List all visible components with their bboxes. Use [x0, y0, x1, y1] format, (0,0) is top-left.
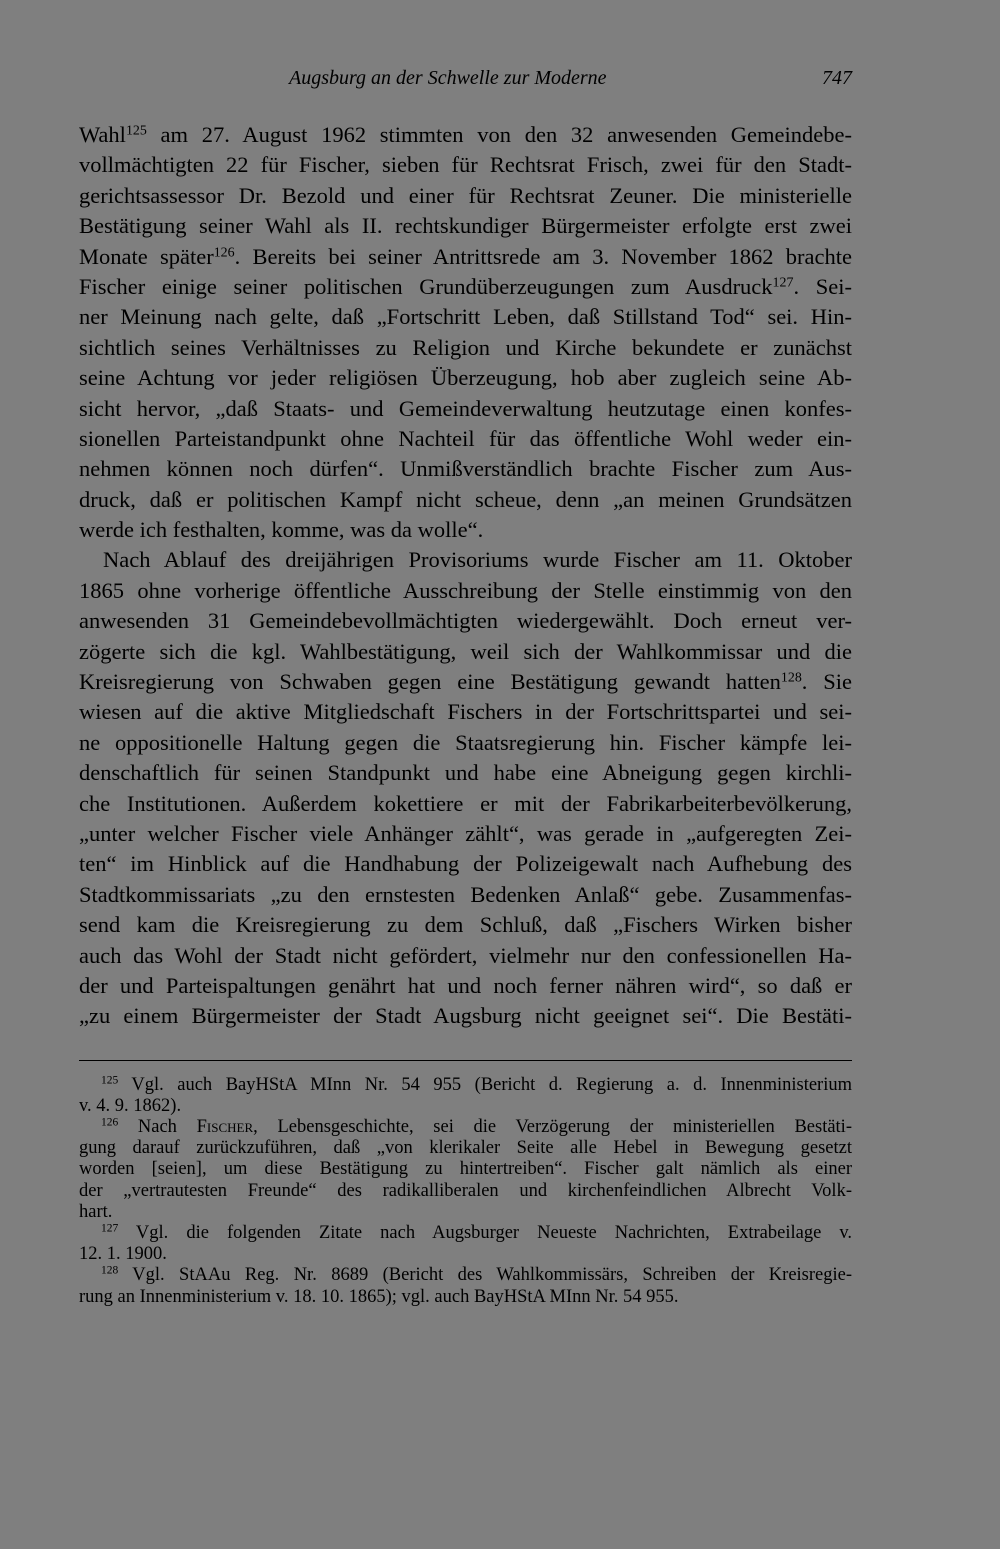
page-number: 747: [822, 67, 852, 89]
body-line: [79, 394, 852, 424]
running-title: Augsburg an der Schwelle zur Moderne: [289, 67, 607, 89]
footnote-line: [79, 1159, 852, 1180]
text-segment: Fischer einige seiner politischen Grundüberzeugungen zum Ausdruck: [79, 273, 773, 299]
text-segment: anwesenden 31 Gemeindebevollmächtigten wiedergewählt. Doch erneut ver-: [79, 608, 852, 634]
text-segment: „zu einem Bürgermeister der Stadt Augsburg nicht geeignet sei“. Die Bestäti-: [79, 1003, 852, 1029]
text-segment: sichtlich seines Verhältnisses zu Religion und Kirche bekundete er zunächst: [79, 334, 852, 360]
book-page: [79, 62, 852, 1308]
text-segment: send kam die Kreisregierung zu dem Schluß, daß „Fischers Wirken bisher: [79, 912, 852, 938]
footnote-line: [79, 1075, 852, 1096]
text-segment: ner Meinung nach gelte, daß „Fortschritt Leben, daß Stillstand Tod“ sei. Hin-: [79, 304, 852, 330]
text-segment: Wahl: [79, 122, 126, 147]
text-segment: vollmächtigten 22 für Fischer, sieben für Rechtsrat Frisch, zwei für den Stadt-: [79, 152, 852, 178]
text-segment: Vgl. die folgenden Zitate nach Augsburger Neueste Nachrichten, Extrabeilage v.: [118, 1223, 852, 1244]
text-segment: Bestätigung seiner Wahl als II. rechtskundiger Bürgermeister erfolgte erst zwei: [79, 213, 852, 239]
text-segment: am 27. August 1962 stimmten von den 32 anwesenden Gemeindebe-: [146, 122, 852, 147]
footnote-divider: [79, 1060, 852, 1061]
footnote-line: [79, 1096, 852, 1117]
text-segment: Vgl. auch BayHStA MInn Nr. 54 955 (Bericht d. Regierung a. d. Innenministerium: [118, 1074, 852, 1095]
footnote-line: [79, 1223, 852, 1244]
text-segment: . Sei-: [793, 273, 852, 299]
running-header: [79, 62, 852, 94]
footnote-line: [79, 1265, 852, 1286]
text-segment: hart.: [79, 1201, 113, 1222]
text-segment: Monate später: [79, 243, 214, 269]
text-segment: Vgl. StAAu Reg. Nr. 8689 (Bericht des Wahlkommissärs, Schreiben der Kreisregie-: [118, 1265, 852, 1286]
text-segment: 1865 ohne vorherige öffentliche Ausschreibung der Stelle einstimmig von den: [79, 577, 852, 603]
author-name: Fischer: [196, 1117, 254, 1138]
text-segment: Nach Ablauf des dreijährigen Provisoriums wurde Fischer am 11. Oktober: [103, 547, 852, 573]
body-line: [79, 880, 852, 910]
body-line: [79, 789, 852, 819]
text-segment: „unter welcher Fischer viele Anhänger zählt“, was gerade in „aufgeregten Zei-: [79, 820, 852, 846]
text-segment: der und Parteispaltungen genährt hat und noch ferner nähren wird“, so daß er: [79, 972, 852, 998]
text-segment: Stadtkommissariats „zu den ernstesten Bedenken Anlaß“ gebe. Zusammenfas-: [79, 881, 852, 907]
text-segment: rung an Innenministerium v. 18. 10. 1865); vgl. auch BayHStA MInn Nr. 54 955.: [79, 1286, 679, 1307]
text-segment: ten“ im Hinblick auf die Handhabung der Polizeigewalt nach Aufhebung des: [79, 851, 852, 877]
footnote-reference: 128: [101, 1265, 119, 1278]
body-line: [79, 211, 852, 241]
body-line: [79, 1001, 852, 1031]
text-segment: zögerte sich die kgl. Wahlbestätigung, weil sich der Wahlkommissar und die: [79, 638, 852, 664]
text-segment: sionellen Parteistandpunkt ohne Nachteil für das öffentliche Wohl weder ein-: [79, 425, 852, 451]
footnote-line: [79, 1117, 852, 1138]
text-segment: che Institutionen. Außerdem kokettiere er mit der Fabrikarbeiterbevölkerung,: [79, 790, 852, 816]
body-line: [79, 150, 852, 180]
footnotes: [79, 1075, 852, 1308]
body-line: [79, 941, 852, 971]
body-line: [79, 181, 852, 211]
footnote-line: [79, 1202, 852, 1223]
footnote-reference: 126: [101, 1116, 119, 1129]
body-line: [79, 515, 852, 545]
text-segment: wiesen auf die aktive Mitgliedschaft Fischers in der Fortschrittspartei und sei-: [79, 699, 852, 725]
body-line: [79, 728, 852, 758]
footnote-reference: 128: [780, 670, 802, 686]
body-line: [79, 242, 852, 272]
body-line: [79, 424, 852, 454]
footnote-reference: 127: [101, 1222, 119, 1235]
text-segment: Kreisregierung von Schwaben gegen eine Bestätigung gewandt hatten: [79, 669, 781, 695]
body-line: [79, 576, 852, 606]
text-segment: denschaftlich für seinen Standpunkt und habe eine Abneigung gegen kirchli-: [79, 760, 852, 786]
text-segment: worden [seien], um diese Bestätigung zu hintertreiben“. Fischer galt nämlich als einer: [79, 1159, 852, 1180]
text-segment: . Bereits bei seiner Antrittsrede am 3. November 1862 brachte: [234, 243, 852, 269]
text-segment: ne oppositionelle Haltung gegen die Staatsregierung hin. Fischer kämpfe lei-: [79, 729, 852, 755]
text-segment: . Sie: [801, 669, 852, 695]
text-segment: gung darauf zurückzuführen, daß „von klerikaler Seite alle Hebel in Bewegung gesetzt: [79, 1138, 852, 1159]
body-line: [79, 545, 852, 575]
text-segment: gerichtsassessor Dr. Bezold und einer für Rechtsrat Zeuner. Die ministerielle: [79, 182, 852, 208]
text-segment: auch das Wohl der Stadt nicht gefördert, vielmehr nur den confessionellen Ha-: [79, 942, 852, 968]
text-segment: der „vertrautesten Freunde“ des radikalliberalen und kirchenfeindlichen Albrecht Volk-: [79, 1180, 852, 1201]
text-segment: Nach: [118, 1117, 197, 1138]
body-text: [79, 120, 852, 1032]
text-segment: druck, daß er politischen Kampf nicht scheue, denn „an meinen Grundsätzen: [79, 486, 852, 512]
body-line: [79, 697, 852, 727]
footnote-reference: 127: [772, 275, 794, 291]
body-line: [79, 819, 852, 849]
body-line: [79, 120, 852, 150]
footnote-reference: 125: [125, 123, 147, 139]
body-line: [79, 333, 852, 363]
body-line: [79, 910, 852, 940]
body-line: [79, 971, 852, 1001]
footnote-reference: 125: [101, 1074, 119, 1087]
footnote-line: [79, 1181, 852, 1202]
body-line: [79, 302, 852, 332]
footnote-reference: 126: [213, 244, 235, 260]
body-line: [79, 606, 852, 636]
body-line: [79, 454, 852, 484]
footnote-line: [79, 1138, 852, 1159]
text-segment: nehmen können noch dürfen“. Unmißverständlich brachte Fischer zum Aus-: [79, 456, 852, 482]
text-segment: , Lebensgeschichte, sei die Verzögerung der ministeriellen Bestäti-: [253, 1117, 852, 1138]
body-line: [79, 637, 852, 667]
text-segment: v. 4. 9. 1862).: [79, 1095, 182, 1116]
footnote-line: [79, 1244, 852, 1265]
text-segment: werde ich festhalten, komme, was da wolle“.: [79, 517, 484, 543]
body-line: [79, 485, 852, 515]
text-segment: sicht hervor, „daß Staats- und Gemeindeverwaltung heutzutage einen konfes-: [79, 395, 852, 421]
body-line: [79, 363, 852, 393]
body-line: [79, 758, 852, 788]
text-segment: 12. 1. 1900.: [79, 1244, 167, 1265]
footnote-line: [79, 1287, 852, 1308]
body-line: [79, 667, 852, 697]
body-line: [79, 272, 852, 302]
text-segment: seine Achtung vor jeder religiösen Überzeugung, hob aber zugleich seine Ab-: [79, 365, 852, 391]
body-line: [79, 849, 852, 879]
